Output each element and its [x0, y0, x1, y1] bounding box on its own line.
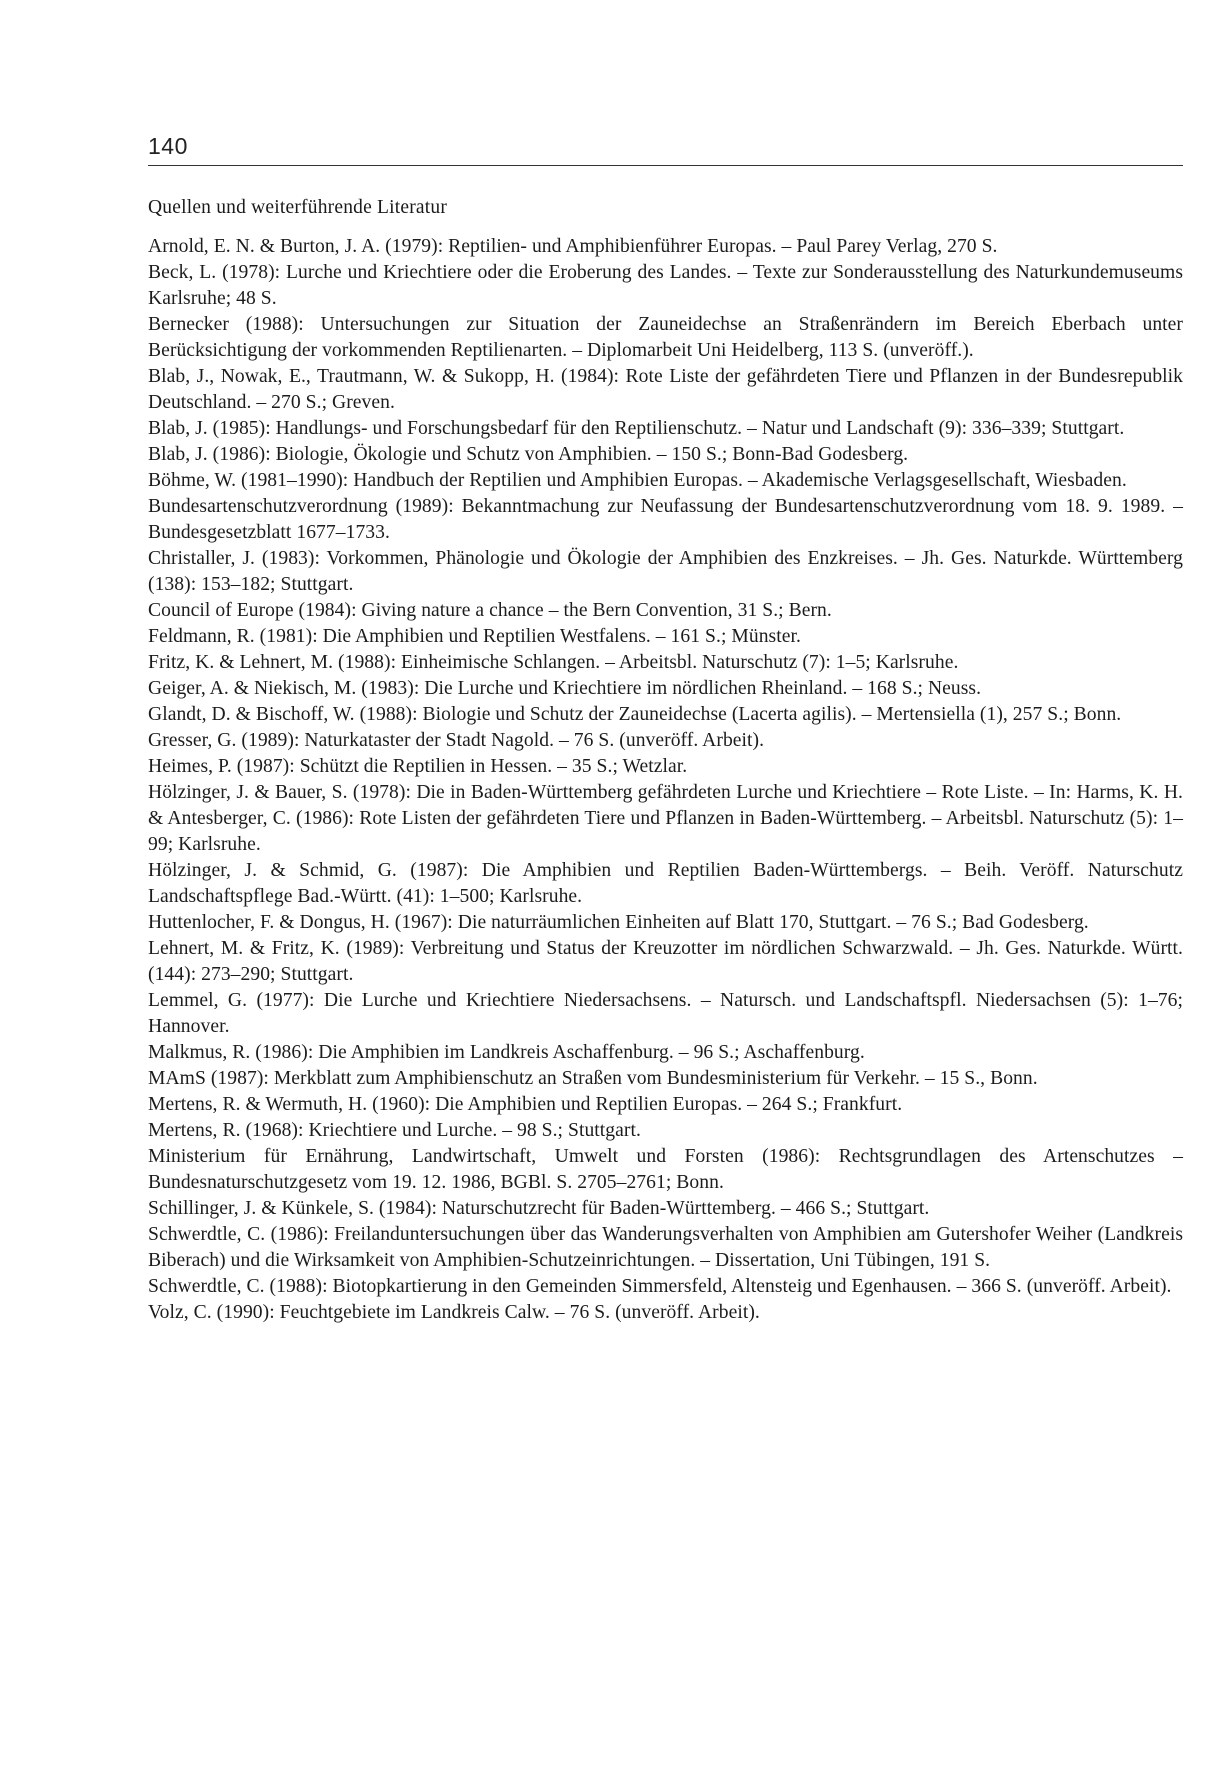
reference-entry: Heimes, P. (1987): Schützt die Reptilien in Hessen. – 35 S.; Wetzlar.	[148, 756, 688, 777]
reference-entry: Beck, L. (1978): Lurche und Kriechtiere oder die Eroberung des Landes. – Texte zur Sonderausstellung des Naturkundemuseums Karlsruhe; 48 S.	[148, 262, 1183, 309]
reference-entry: Blab, J. (1986): Biologie, Ökologie und Schutz von Amphibien. – 150 S.; Bonn-Bad Godesberg.	[148, 444, 909, 465]
reference-entry: Lehnert, M. & Fritz, K. (1989): Verbreitung und Status der Kreuzotter im nördlichen Schwarzwald. – Jh. Ges. Naturkde. Württ. (144): 273–290; Stuttgart.	[148, 938, 1183, 985]
reference-entry: Arnold, E. N. & Burton, J. A. (1979): Reptilien- und Amphibienführer Europas. – Paul Parey Verlag, 270 S.	[148, 236, 998, 257]
reference-entry: Hölzinger, J. & Schmid, G. (1987): Die Amphibien und Reptilien Baden-Württembergs. – Beih. Veröff. Naturschutz Landschaftspflege Bad.-Württ. (41): 1–500; Karlsruhe.	[148, 860, 1183, 907]
reference-entry: MAmS (1987): Merkblatt zum Amphibienschutz an Straßen vom Bundesministerium für Verkehr. – 15 S., Bonn.	[148, 1068, 1038, 1089]
reference-entry: Bundesartenschutzverordnung (1989): Bekanntmachung zur Neufassung der Bundesartenschutzverordnung vom 18. 9. 1989. – Bundesgesetzblatt 1677–1733.	[148, 496, 1183, 543]
book-page	[148, 132, 1183, 1326]
reference-entry: Bernecker (1988): Untersuchungen zur Situation der Zauneidechse an Straßenrändern im Bereich Eberbach unter Berücksichtigung der vorkommenden Reptilienarten. – Diplomarbeit Uni Heidelberg, 113 S. (unveröff.).	[148, 314, 1183, 361]
reference-entry: Blab, J. (1985): Handlungs- und Forschungsbedarf für den Reptilienschutz. – Natur und Landschaft (9): 336–339; Stuttgart.	[148, 418, 1125, 439]
reference-entry: Fritz, K. & Lehnert, M. (1988): Einheimische Schlangen. – Arbeitsbl. Naturschutz (7): 1–5; Karlsruhe.	[148, 652, 959, 673]
reference-entry: Böhme, W. (1981–1990): Handbuch der Reptilien und Amphibien Europas. – Akademische Verlagsgesellschaft, Wiesbaden.	[148, 470, 1127, 491]
reference-entry: Lemmel, G. (1977): Die Lurche und Kriechtiere Niedersachsens. – Natursch. und Landschaftspfl. Niedersachsen (5): 1–76; Hannover.	[148, 990, 1183, 1037]
reference-entry: Malkmus, R. (1986): Die Amphibien im Landkreis Aschaffenburg. – 96 S.; Aschaffenburg.	[148, 1042, 865, 1063]
reference-list	[148, 234, 1183, 1326]
reference-entry: Schwerdtle, C. (1988): Biotopkartierung in den Gemeinden Simmersfeld, Altensteig und Egenhausen. – 366 S. (unveröff. Arbeit).	[148, 1276, 1172, 1297]
section-title: Quellen und weiterführende Literatur	[148, 197, 448, 218]
reference-entry: Feldmann, R. (1981): Die Amphibien und Reptilien Westfalens. – 161 S.; Münster.	[148, 626, 801, 647]
reference-entry: Council of Europe (1984): Giving nature a chance – the Bern Convention, 31 S.; Bern.	[148, 600, 832, 621]
reference-entry: Christaller, J. (1983): Vorkommen, Phänologie und Ökologie der Amphibien des Enzkreises. – Jh. Ges. Naturkde. Württemberg (138): 153–182; Stuttgart.	[148, 548, 1183, 595]
reference-entry: Glandt, D. & Bischoff, W. (1988): Biologie und Schutz der Zauneidechse (Lacerta agilis). – Mertensiella (1), 257 S.; Bonn.	[148, 704, 1122, 725]
page-number: 140	[148, 133, 188, 159]
reference-entry: Gresser, G. (1989): Naturkataster der Stadt Nagold. – 76 S. (unveröff. Arbeit).	[148, 730, 765, 751]
reference-entry: Mertens, R. & Wermuth, H. (1960): Die Amphibien und Reptilien Europas. – 264 S.; Frankfurt.	[148, 1094, 903, 1115]
reference-entry: Ministerium für Ernährung, Landwirtschaft, Umwelt und Forsten (1986): Rechtsgrundlagen des Artenschutzes – Bundesnaturschutzgesetz vom 19. 12. 1986, BGBl. S. 2705–2761; Bonn.	[148, 1146, 1183, 1193]
reference-entry: Volz, C. (1990): Feuchtgebiete im Landkreis Calw. – 76 S. (unveröff. Arbeit).	[148, 1302, 760, 1323]
reference-entry: Schwerdtle, C. (1986): Freilanduntersuchungen über das Wanderungsverhalten von Amphibien am Gutershofer Weiher (Landkreis Biberach) und die Wirksamkeit von Amphibien-Schutzeinrichtungen. – Dissertation, Uni Tübingen, 191 S.	[148, 1224, 1183, 1271]
reference-entry: Huttenlocher, F. & Dongus, H. (1967): Die naturräumlichen Einheiten auf Blatt 170, Stuttgart. – 76 S.; Bad Godesberg.	[148, 912, 1089, 933]
reference-entry: Schillinger, J. & Künkele, S. (1984): Naturschutzrecht für Baden-Württemberg. – 466 S.; Stuttgart.	[148, 1198, 930, 1219]
reference-entry: Blab, J., Nowak, E., Trautmann, W. & Sukopp, H. (1984): Rote Liste der gefährdeten Tiere und Pflanzen in der Bundesrepublik Deutschland. – 270 S.; Greven.	[148, 366, 1183, 413]
header-rule	[148, 165, 1183, 166]
reference-entry: Hölzinger, J. & Bauer, S. (1978): Die in Baden-Württemberg gefährdeten Lurche und Kriechtiere – Rote Liste. – In: Harms, K. H. & Antesberger, C. (1986): Rote Listen der gefährdeten Tiere und Pflanzen in Baden-Württemberg. – Arbeitsbl. Naturschutz (5): 1–99; Karlsruhe.	[148, 782, 1183, 855]
reference-entry: Geiger, A. & Niekisch, M. (1983): Die Lurche und Kriechtiere im nördlichen Rheinland. – 168 S.; Neuss.	[148, 678, 982, 699]
reference-entry: Mertens, R. (1968): Kriechtiere und Lurche. – 98 S.; Stuttgart.	[148, 1120, 641, 1141]
